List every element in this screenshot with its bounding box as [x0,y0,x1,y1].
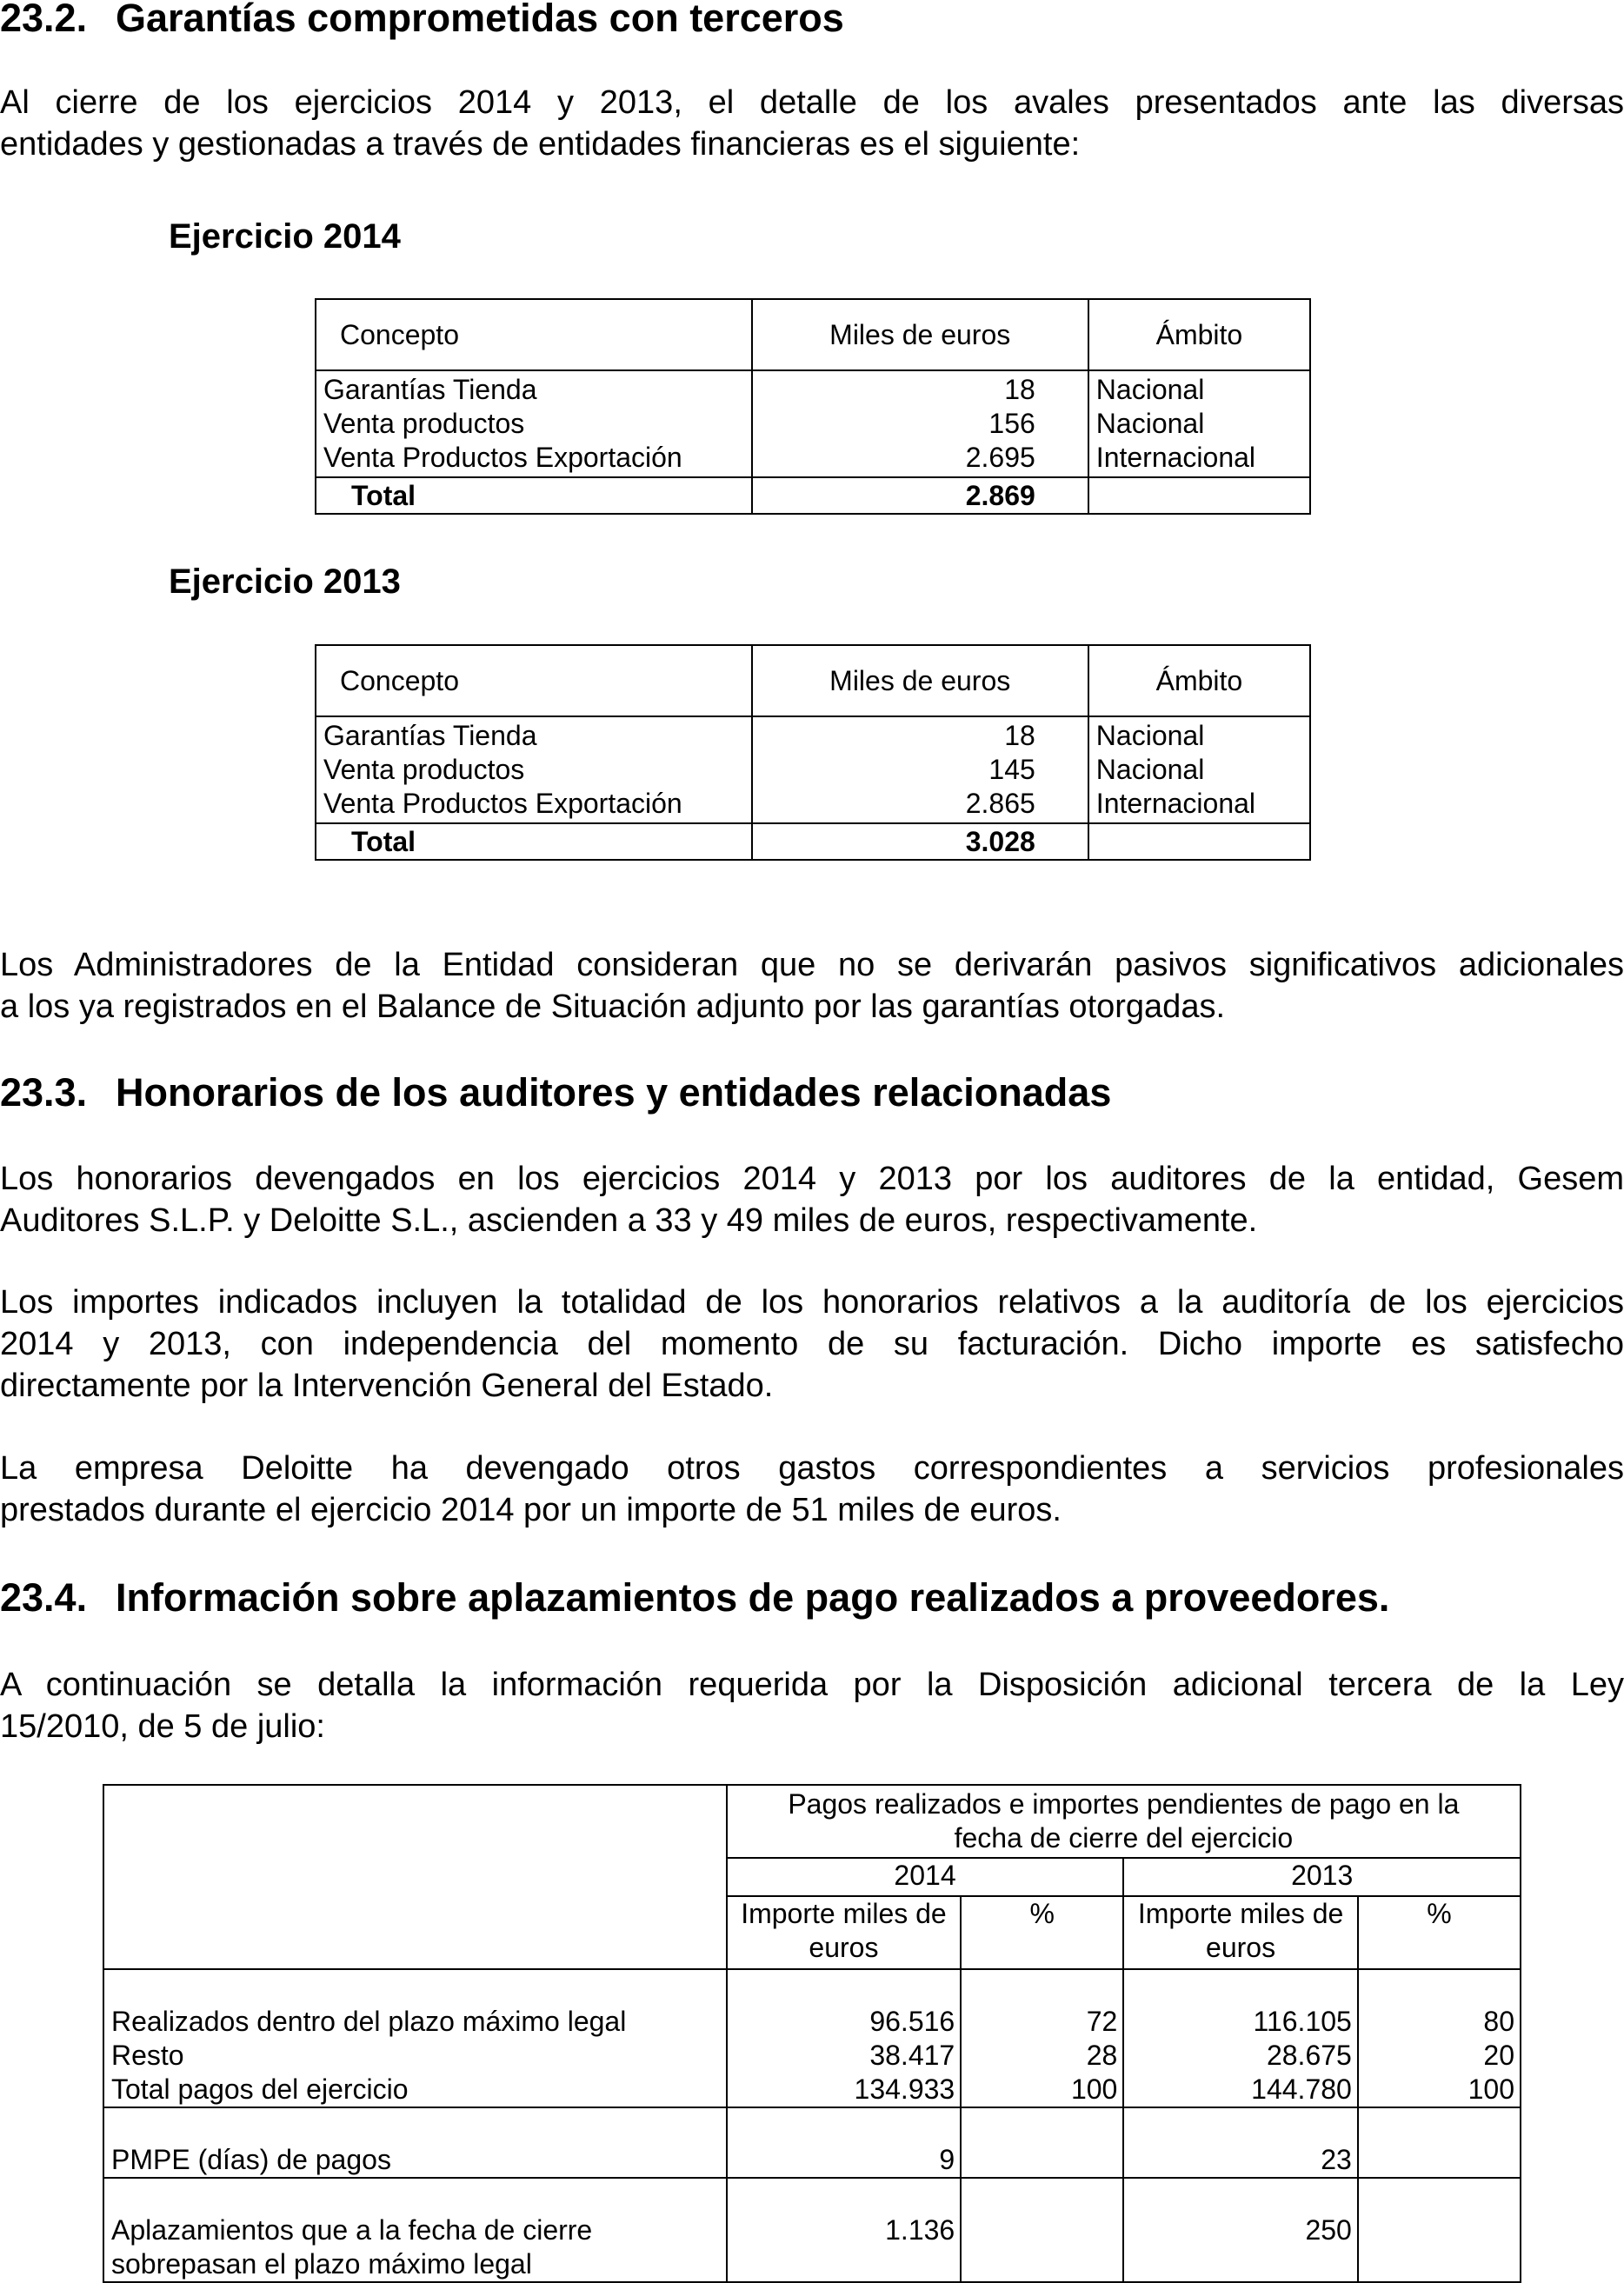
header-ambito: Ámbito [1088,645,1310,716]
cell-value: 28 [1086,2040,1118,2071]
ambito-value: Nacional [1095,720,1205,751]
cell-value: 80 [1483,2006,1514,2037]
cell-value: 28.675 [1266,2040,1352,2071]
concepto-value: Venta productos [323,754,525,785]
section-title: Honorarios de los auditores y entidades relacionadas [116,1070,1112,1115]
empty-cell [961,2178,1123,2282]
miles-value: 18 [1004,374,1035,405]
col-importe-2013 [1123,1896,1358,1969]
pct-2014-values [961,1969,1123,2107]
intro-paragraph-23-4 [0,1664,1624,1747]
table-header-row [316,299,1310,370]
table-avales-2014 [315,298,1311,515]
total-empty-cell [1088,477,1310,514]
concepto-value: Garantías Tienda [323,720,537,751]
row-label: Realizados dentro del plazo máximo legal [111,2006,627,2037]
empty-corner-cell [103,1785,727,1969]
row-label: Resto [111,2040,184,2071]
header-concepto: Concepto [316,645,752,716]
paragraph-honorarios [0,1158,1624,1241]
ambito-value: Internacional [1095,442,1256,473]
concepto-cell [316,370,752,477]
ambito-value: Internacional [1095,788,1256,819]
table-header-row [316,645,1310,716]
text-line: 15/2010, de 5 de julio: [0,1708,325,1745]
table-body-row [316,370,1310,477]
miles-value: 156 [988,408,1035,439]
row-label [103,2178,727,2282]
empty-cell [961,2107,1123,2178]
total-label: Total [316,477,752,514]
ambito-value: Nacional [1095,408,1205,439]
cell-value: 9 [727,2107,962,2178]
paragraph-deloitte [0,1448,1624,1531]
table-total-row [316,823,1310,860]
table-body-row [316,716,1310,823]
col-header-line: euros [1206,1931,1276,1963]
cell-value: 116.105 [1253,2006,1352,2037]
empty-cell [1358,2178,1521,2282]
cell-value: 100 [1070,2073,1118,2105]
row-label-line: Aplazamientos que a la fecha de cierre [111,2214,593,2246]
row-label: Total pagos del ejercicio [111,2073,409,2105]
section-number: 23.4. [0,1575,88,1620]
section-number: 23.3. [0,1070,88,1115]
total-label: Total [316,823,752,860]
cell-value: 250 [1123,2178,1358,2282]
miles-value: 2.865 [965,788,1035,819]
ambito-cell [1088,370,1310,477]
col-header-line: Importe miles de [741,1897,947,1929]
section-title: Información sobre aplazamientos de pago realizados a proveedores. [116,1575,1390,1620]
text-line: La empresa Deloitte ha devengado otros gastos correspondientes a servicios profesionales [0,1450,1624,1487]
year-2013-header: 2013 [1123,1858,1521,1895]
miles-cell [752,370,1088,477]
text-line: Auditores S.L.P. y Deloitte S.L., ascienden a 33 y 49 miles de euros, respectivamente. [0,1202,1258,1239]
cell-value: 100 [1468,2073,1514,2105]
aplazamientos-row [103,2178,1521,2282]
ambito-value: Nacional [1095,754,1205,785]
concepto-value: Venta Productos Exportación [323,442,682,473]
concepto-value: Venta Productos Exportación [323,788,682,819]
importe-2014-values [727,1969,962,2107]
cell-value: 38.417 [869,2040,955,2071]
concepto-cell [316,716,752,823]
text-line: Los Administradores de la Entidad consideran que no se derivarán pasivos significativos adicionales [0,947,1624,983]
year-2014-header: 2014 [727,1858,1124,1895]
text-line: entidades y gestionadas a través de entidades financieras es el siguiente: [0,126,1081,163]
total-value: 3.028 [752,823,1088,860]
text-line: A continuación se detalla la información requerida por la Disposición adicional tercera de la Ley [0,1667,1624,1703]
ambito-value: Nacional [1095,374,1205,405]
cell-value: 20 [1483,2040,1514,2071]
miles-value: 18 [1004,720,1035,751]
text-line: directamente por la Intervención General del Estado. [0,1368,774,1404]
ejercicio-2013-heading: Ejercicio 2013 [169,562,401,601]
text-line: prestados durante el ejercicio 2014 por un importe de 51 miles de euros. [0,1492,1062,1528]
col-pct-2014: % [961,1896,1123,1969]
ambito-cell [1088,716,1310,823]
text-line: Al cierre de los ejercicios 2014 y 2013, el detalle de los avales presentados ante las diversas [0,84,1624,121]
group-header-line: Pagos realizados e importes pendientes de pago en la [788,1788,1460,1820]
col-importe-2014 [727,1896,962,1969]
cell-value: 134.933 [854,2073,955,2105]
cell-value: 144.780 [1251,2073,1352,2105]
concepto-value: Venta productos [323,408,525,439]
section-heading-23-3 [0,1071,1111,1115]
text-line: a los ya registrados en el Balance de Situación adjunto por las garantías otorgadas. [0,988,1226,1025]
paragraph-importes [0,1281,1624,1407]
table-avales-2013 [315,644,1311,861]
table-total-row [316,477,1310,514]
intro-paragraph-23-2 [0,82,1624,165]
miles-cell [752,716,1088,823]
header-ambito: Ámbito [1088,299,1310,370]
payments-labels [103,1969,727,2107]
group-header-line: fecha de cierre del ejercicio [954,1822,1294,1854]
concepto-value: Garantías Tienda [323,374,537,405]
text-line: Los importes indicados incluyen la totalidad de los honorarios relativos a la auditoría de los ejercicios [0,1284,1624,1321]
ejercicio-2014-heading: Ejercicio 2014 [169,217,401,256]
text-line: Los honorarios devengados en los ejercicios 2014 y 2013 por los auditores de la entidad, Gesem [0,1161,1624,1197]
col-header-line: euros [809,1931,879,1963]
payments-block-row [103,1969,1521,2107]
pmpe-row [103,2107,1521,2178]
total-value: 2.869 [752,477,1088,514]
section-number: 23.2. [0,0,88,40]
group-header-row [103,1785,1521,1858]
cell-value: 1.136 [727,2178,962,2282]
empty-cell [1358,2107,1521,2178]
total-empty-cell [1088,823,1310,860]
row-label: PMPE (días) de pagos [103,2107,727,2178]
miles-value: 2.695 [965,442,1035,473]
header-miles: Miles de euros [752,299,1088,370]
cell-value: 72 [1086,2006,1118,2037]
header-miles: Miles de euros [752,645,1088,716]
section-heading-23-2 [0,0,844,40]
table-aplazamientos [103,1784,1521,2283]
closing-paragraph-23-2 [0,944,1624,1028]
row-label-line: sobrepasan el plazo máximo legal [111,2248,532,2280]
section-heading-23-4 [0,1576,1389,1620]
text-line: 2014 y 2013, con independencia del momento de su facturación. Dicho importe es satisfecho [0,1326,1624,1362]
header-concepto: Concepto [316,299,752,370]
group-header [727,1785,1521,1858]
section-title: Garantías comprometidas con terceros [116,0,844,40]
miles-value: 145 [988,754,1035,785]
cell-value: 96.516 [869,2006,955,2037]
col-header-line: Importe miles de [1137,1897,1344,1929]
importe-2013-values [1123,1969,1358,2107]
pct-2013-values [1358,1969,1521,2107]
cell-value: 23 [1123,2107,1358,2178]
col-pct-2013: % [1358,1896,1521,1969]
